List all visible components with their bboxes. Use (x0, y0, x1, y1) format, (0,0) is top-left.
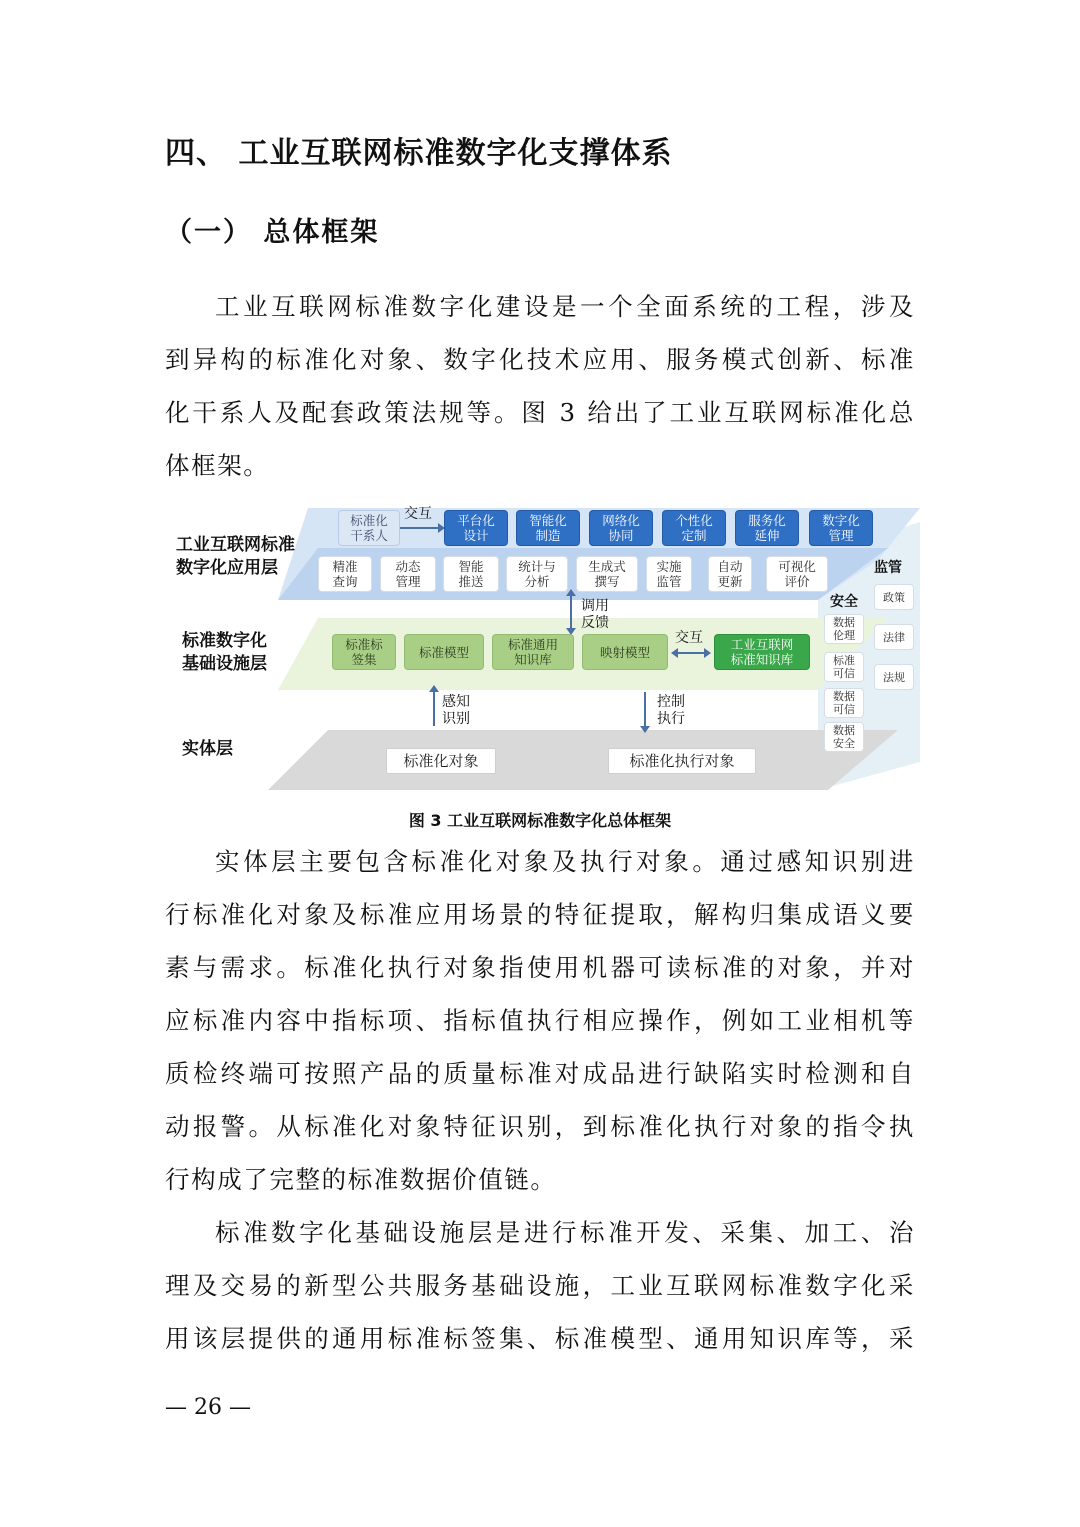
paragraph-1 (165, 280, 915, 492)
entity-box: 标准化对象 (386, 748, 496, 774)
app-box-stakeholder: 标准化 干系人 (338, 510, 400, 546)
app-box-bottom: 自动 更新 (708, 556, 752, 592)
app-box-top: 服务化 延伸 (735, 510, 799, 546)
page-number: — 26 — (165, 1395, 251, 1420)
interact-label-top: 交互 (404, 506, 432, 522)
infra-box: 标准通用 知识库 (492, 634, 574, 670)
text-line: 体框架。 (165, 451, 270, 480)
paragraph-2 (165, 835, 915, 1206)
infra-box: 映射模型 (582, 634, 668, 670)
feedback-label: 调用 反馈 (581, 598, 609, 631)
entity-layer-label: 实体层 (182, 739, 233, 759)
security-item: 数据 可信 (824, 688, 864, 718)
paragraph-3 (165, 1206, 915, 1365)
supervise-item: 政策 (874, 584, 914, 610)
app-box-bottom: 动态 管理 (380, 556, 436, 592)
framework-figure (168, 500, 920, 800)
app-box-bottom: 精准 查询 (318, 556, 372, 592)
text-line: 理及交易的新型公共服务基础设施，工业互联网标准数字化采 (165, 1271, 915, 1300)
section-heading: 四、 工业互联网标准数字化支撑体系 (165, 136, 673, 171)
app-box-top: 个性化 定制 (662, 510, 726, 546)
infra-layer-label: 标准数字化 基础设施层 (182, 631, 267, 674)
security-label: 安全 (830, 594, 858, 610)
text-line: 工业互联网标准数字化建设是一个全面系统的工程，涉及 (215, 292, 915, 321)
figure-caption: 图 3 工业互联网标准数字化总体框架 (408, 811, 672, 830)
text-line: 用该层提供的通用标准标签集、标准模型、通用知识库等，采 (165, 1324, 915, 1353)
infra-box: 标准标 签集 (332, 634, 396, 670)
app-box-top: 网络化 协同 (589, 510, 653, 546)
app-layer-label: 工业互联网标准 数字化应用层 (176, 535, 295, 578)
supervise-item: 法律 (874, 624, 914, 650)
text-line: 动报警。从标准化对象特征识别，到标准化执行对象的指令执 (165, 1112, 915, 1141)
text-line: 应标准内容中指标项、指标值执行相应操作，例如工业相机等 (165, 1006, 915, 1035)
infra-box-knowledge-base: 工业互联网 标准知识库 (714, 634, 810, 670)
infra-box: 标准模型 (404, 634, 484, 670)
text-line: 标准数字化基础设施层是进行标准开发、采集、加工、治 (215, 1218, 915, 1247)
text-line: 素与需求。标准化执行对象指使用机器可读标准的对象，并对 (165, 953, 915, 982)
control-label: 控制 执行 (657, 694, 685, 727)
app-box-bottom: 实施 监管 (646, 556, 692, 592)
text-line: 行构成了完整的标准数据价值链。 (165, 1165, 557, 1194)
app-box-bottom: 可视化 评价 (766, 556, 828, 592)
security-item: 数据 伦理 (824, 614, 864, 644)
text-line: 行标准化对象及标准应用场景的特征提取，解构归集成语义要 (165, 900, 915, 929)
text-line: 质检终端可按照产品的质量标准对成品进行缺陷实时检测和自 (165, 1059, 915, 1088)
security-item: 标准 可信 (824, 652, 864, 682)
text-line: 化干系人及配套政策法规等。图 3 给出了工业互联网标准化总 (165, 398, 915, 427)
entity-layer-band (268, 730, 898, 790)
app-box-bottom: 生成式 撰写 (576, 556, 638, 592)
app-box-top: 数字化 管理 (809, 510, 873, 546)
subsection-heading: （一） 总体框架 (165, 217, 380, 248)
perceive-label: 感知 识别 (442, 694, 470, 727)
app-box-top: 智能化 制造 (516, 510, 580, 546)
app-box-top: 平台化 设计 (444, 510, 508, 546)
text-line: 实体层主要包含标准化对象及执行对象。通过感知识别进 (215, 847, 915, 876)
entity-box: 标准化执行对象 (608, 748, 756, 774)
security-item: 数据 安全 (824, 722, 864, 752)
app-box-bottom: 智能 推送 (443, 556, 499, 592)
interact-label-mid: 交互 (675, 630, 703, 646)
app-box-bottom: 统计与 分析 (506, 556, 568, 592)
text-line: 到异构的标准化对象、数字化技术应用、服务模式创新、标准 (165, 345, 915, 374)
supervise-label: 监管 (874, 560, 902, 576)
supervise-item: 法规 (874, 664, 914, 690)
